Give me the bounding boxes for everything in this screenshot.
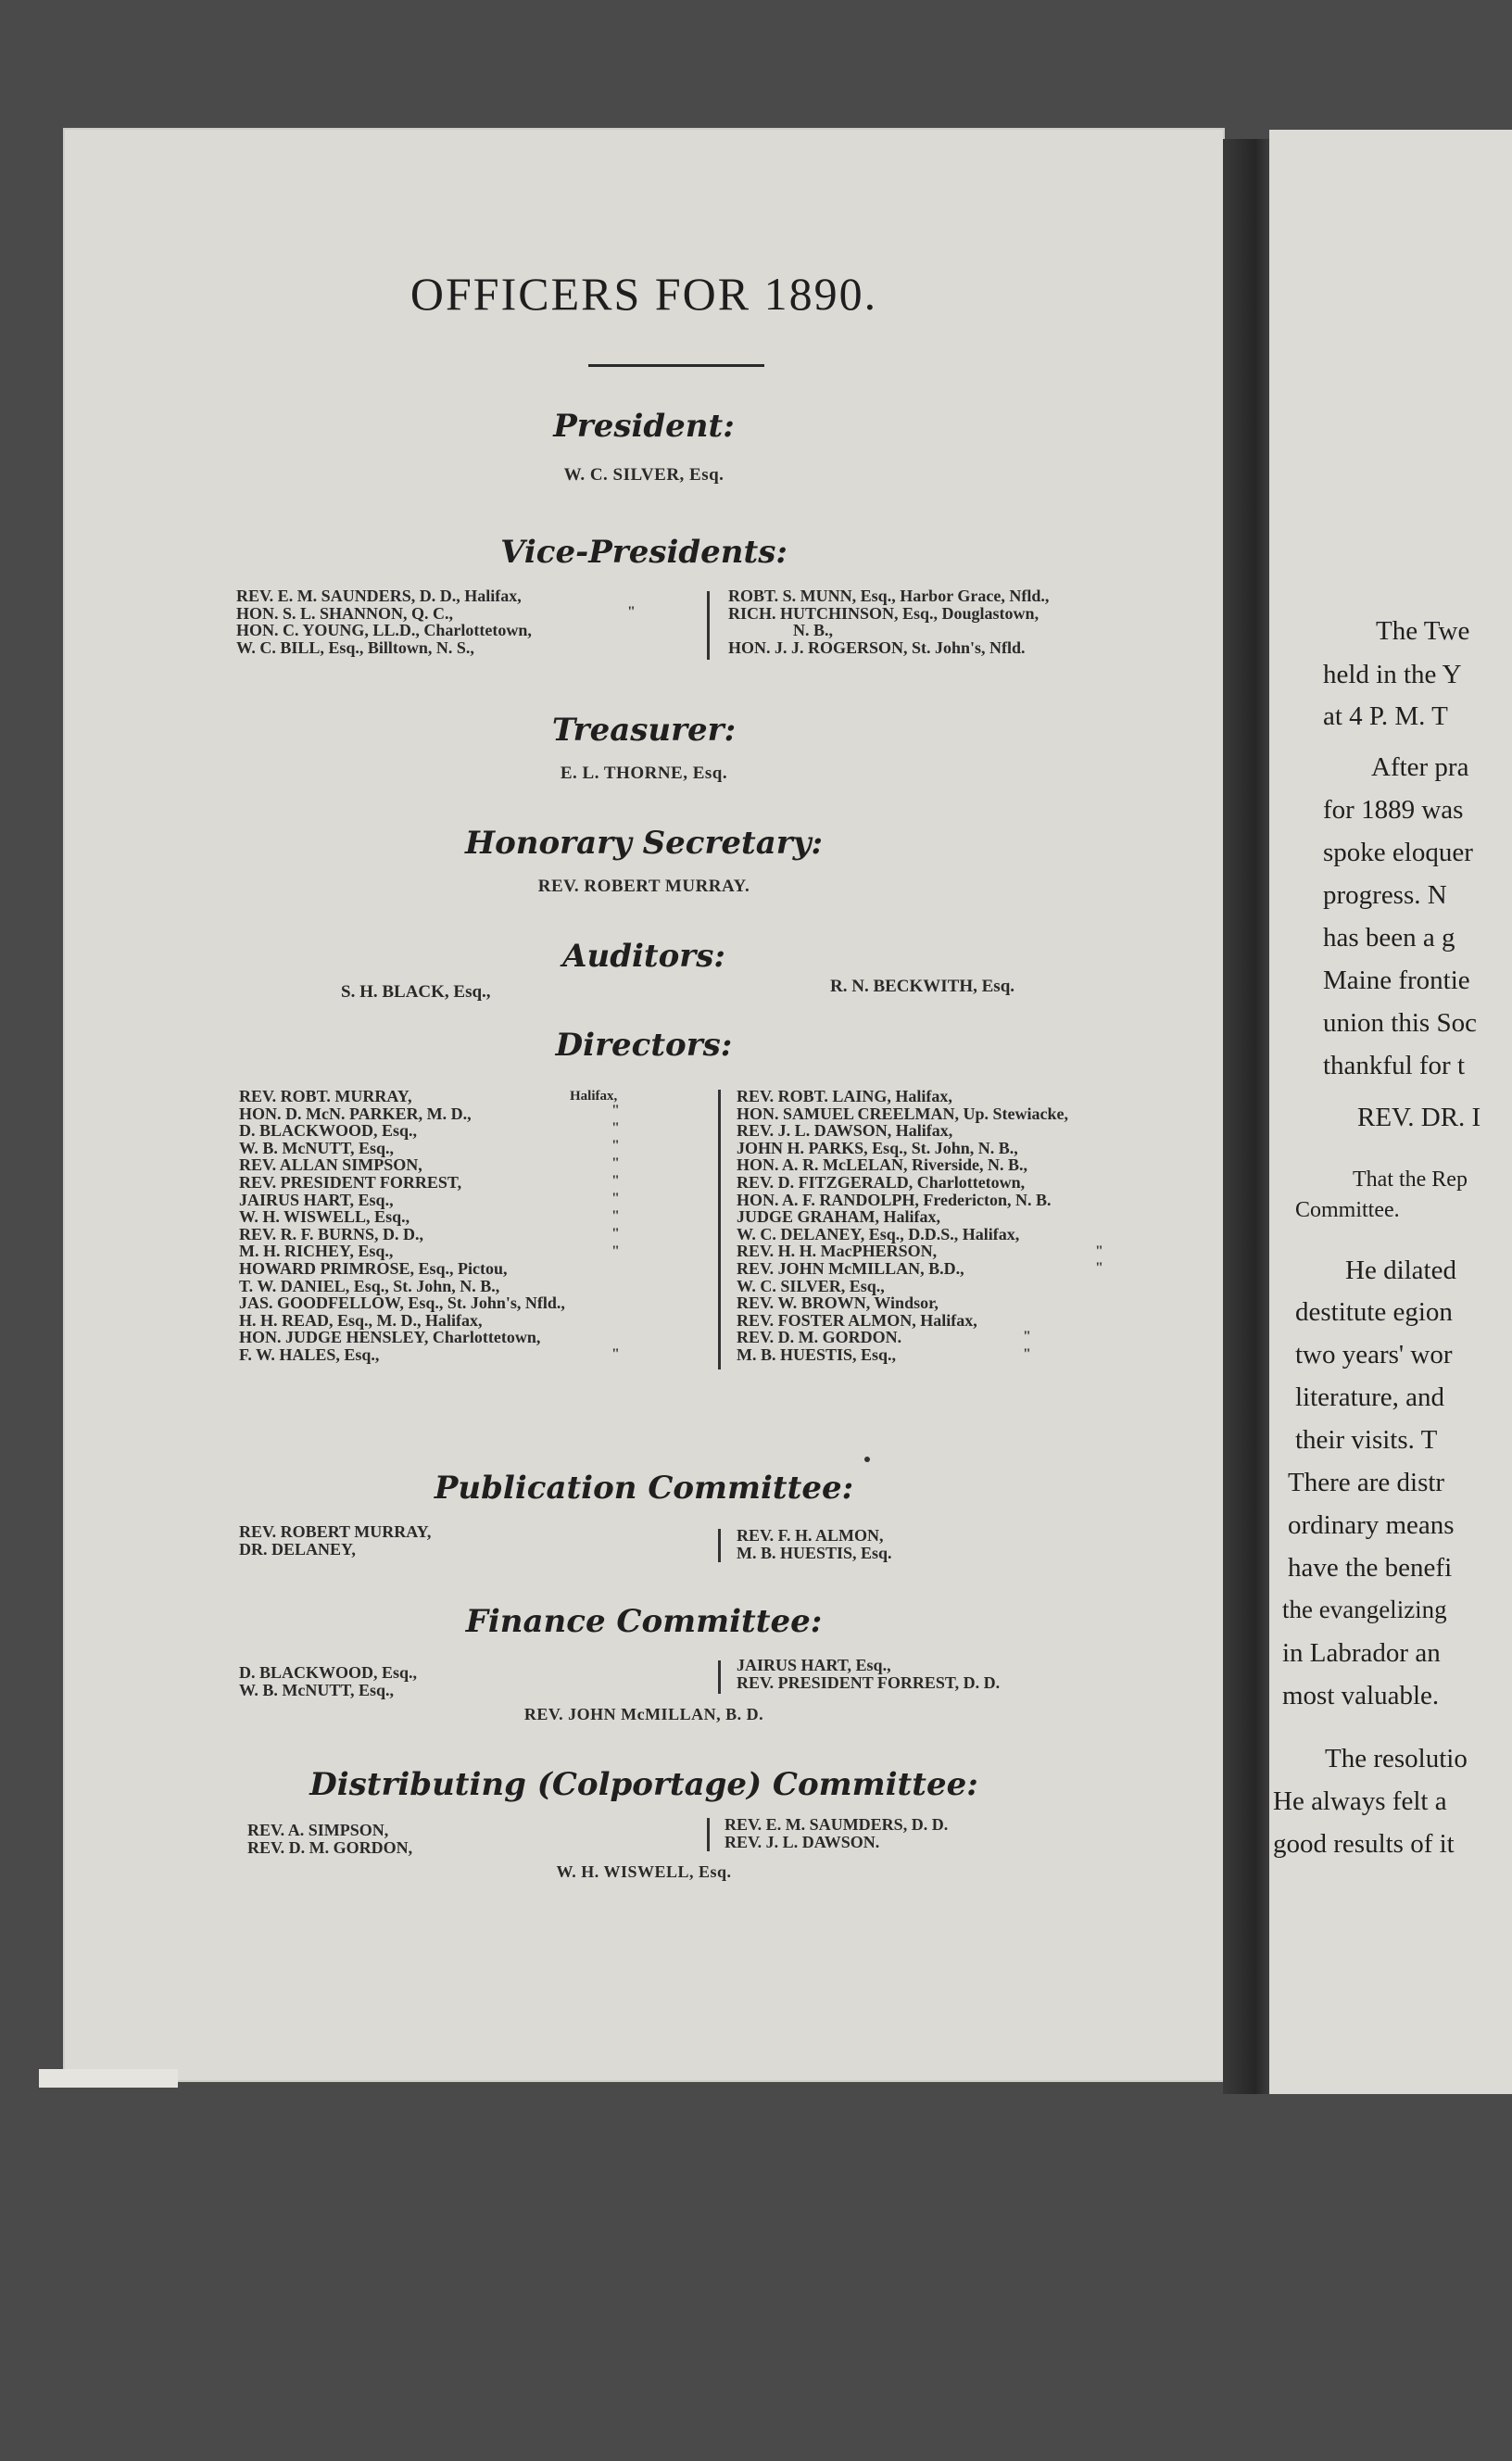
section-dot	[864, 1457, 870, 1462]
committee-member: REV. E. M. SAUMDERS, D. D.	[724, 1815, 949, 1834]
right-page-line: their visits. T	[1295, 1425, 1438, 1455]
ditto-mark: "	[611, 1120, 620, 1136]
director-entry: D. BLACKWOOD, Esq.,	[239, 1121, 418, 1141]
ditto-mark: "	[611, 1173, 620, 1189]
committee-member: REV. PRESIDENT FORREST, D. D.	[737, 1672, 1001, 1692]
column-divider	[707, 1818, 710, 1851]
honorary-secretary-name: REV. ROBERT MURRAY.	[537, 877, 750, 896]
director-entry: M. H. RICHEY, Esq.,	[239, 1242, 394, 1261]
director-entry: REV. ALLAN SIMPSON,	[239, 1155, 422, 1175]
directors-left	[239, 1088, 565, 1364]
director-entry: REV. PRESIDENT FORREST,	[239, 1172, 462, 1192]
publication-left	[239, 1523, 431, 1558]
right-page-line: There are distr	[1288, 1468, 1445, 1497]
committee-member: REV. D. M. GORDON,	[247, 1837, 413, 1857]
director-entry: HOWARD PRIMROSE, Esq., Pictou,	[239, 1258, 508, 1278]
vice-presidents-right	[728, 587, 1049, 656]
right-page	[1269, 130, 1512, 2094]
vice-presidents-left	[236, 587, 532, 656]
director-entry: JOHN H. PARKS, Esq., St. John, N. B.,	[737, 1138, 1018, 1157]
director-entry: JAS. GOODFELLOW, Esq., St. John's, Nfld.,	[239, 1294, 565, 1313]
right-page-line: destitute egion	[1295, 1297, 1453, 1327]
director-entry: W. C. DELANEY, Esq., D.D.S., Halifax,	[737, 1224, 1020, 1243]
right-page-line: good results of it	[1273, 1829, 1455, 1859]
ditto-mark: "	[1095, 1243, 1103, 1259]
ditto-mark: "	[611, 1138, 620, 1154]
right-page-line: thankful for t	[1323, 1051, 1466, 1080]
right-page-line: most valuable.	[1282, 1681, 1440, 1710]
directors-right	[737, 1088, 1068, 1364]
director-entry: REV. ROBT. MURRAY,	[239, 1087, 412, 1105]
distributing-committee-heading: Distributing (Colportage) Committee:	[309, 1766, 978, 1803]
ditto-mark: "	[611, 1155, 620, 1171]
right-page-line: progress. N	[1323, 880, 1447, 910]
honorary-secretary-heading: Honorary Secretary:	[464, 825, 824, 862]
page-title: OFFICERS FOR 1890.	[410, 268, 878, 320]
finance-committee-heading: Finance Committee:	[465, 1603, 823, 1640]
distributing-left	[247, 1822, 412, 1856]
vice-president-entry: RICH. HUTCHINSON, Esq., Douglastown,	[728, 603, 1040, 623]
director-entry: H. H. READ, Esq., M. D., Halifax,	[239, 1310, 483, 1330]
column-divider	[718, 1090, 721, 1369]
director-entry: REV. J. L. DAWSON, Halifax,	[737, 1121, 953, 1141]
vice-president-entry: N. B.,	[793, 621, 834, 640]
director-entry: JUDGE GRAHAM, Halifax,	[737, 1207, 940, 1227]
director-entry: W. B. McNUTT, Esq.,	[239, 1138, 395, 1157]
directors-heading: Directors:	[555, 1027, 733, 1064]
director-entry: REV. JOHN McMILLAN, B.D.,	[737, 1258, 964, 1278]
auditor-left: S. H. BLACK, Esq.,	[341, 982, 491, 1002]
president-heading: President:	[553, 408, 735, 445]
column-divider	[707, 591, 710, 660]
director-entry: REV. D. M. GORDON.	[737, 1328, 902, 1347]
director-entry: REV. H. H. MacPHERSON,	[737, 1242, 938, 1261]
distributing-bottom-member: W. H. WISWELL, Esq.	[556, 1862, 732, 1881]
ditto-mark: "	[627, 604, 636, 620]
auditors-heading: Auditors:	[562, 938, 725, 975]
column-divider	[718, 1529, 721, 1562]
director-entry: T. W. DANIEL, Esq., St. John, N. B.,	[239, 1276, 500, 1295]
director-entry: HON. A. R. McLELAN, Riverside, N. B.,	[737, 1155, 1027, 1175]
page-tab-strip	[39, 2069, 178, 2088]
finance-right	[737, 1657, 1000, 1691]
ditto-mark: "	[611, 1243, 620, 1259]
director-entry: HON. D. McN. PARKER, M. D.,	[239, 1104, 472, 1123]
director-entry: W. H. WISWELL, Esq.,	[239, 1207, 410, 1227]
ditto-mark: "	[611, 1226, 620, 1242]
right-page-line: Maine frontie	[1323, 965, 1470, 995]
right-page-line: held in the Y	[1323, 660, 1462, 689]
vice-president-entry: HON. C. YOUNG, LL.D., Charlottetown,	[236, 621, 532, 640]
director-entry: HON. SAMUEL CREELMAN, Up. Stewiacke,	[737, 1104, 1069, 1123]
left-page	[65, 130, 1223, 2080]
auditor-right: R. N. BECKWITH, Esq.	[830, 977, 1015, 996]
committee-member: REV. ROBERT MURRAY,	[239, 1522, 432, 1541]
finance-left	[239, 1664, 417, 1698]
right-page-line: literature, and	[1295, 1382, 1445, 1412]
director-entry: JAIRUS HART, Esq.,	[239, 1190, 394, 1209]
director-entry: REV. FOSTER ALMON, Halifax,	[737, 1310, 977, 1330]
publication-committee-heading: Publication Committee:	[434, 1470, 854, 1507]
director-entry: REV. D. FITZGERALD, Charlottetown,	[737, 1172, 1026, 1192]
committee-member: JAIRUS HART, Esq.,	[737, 1656, 891, 1674]
right-page-line: ordinary means	[1288, 1510, 1455, 1540]
president-name: W. C. SILVER, Esq.	[563, 465, 724, 485]
director-entry: REV. ROBT. LAING, Halifax,	[737, 1087, 952, 1105]
director-entry: HON. JUDGE HENSLEY, Charlottetown,	[239, 1328, 541, 1347]
committee-member: REV. J. L. DAWSON.	[724, 1832, 880, 1851]
committee-member: REV. F. H. ALMON,	[737, 1526, 884, 1545]
ditto-mark: "	[611, 1346, 620, 1362]
right-page-line: two years' wor	[1295, 1340, 1453, 1369]
ditto-mark: "	[1095, 1260, 1103, 1276]
director-entry: W. C. SILVER, Esq.,	[737, 1276, 885, 1295]
vice-president-entry: W. C. BILL, Esq., Billtown, N. S.,	[236, 637, 474, 657]
right-page-line: at 4 P. M. T	[1323, 701, 1448, 731]
right-page-line: has been a g	[1323, 923, 1455, 953]
director-entry: F. W. HALES, Esq.,	[239, 1344, 380, 1364]
treasurer-heading: Treasurer:	[551, 712, 737, 749]
right-page-line: REV. DR. I	[1357, 1103, 1481, 1132]
right-page-line: Committee.	[1295, 1198, 1400, 1222]
title-rule	[588, 364, 764, 367]
right-page-line: for 1889 was	[1323, 795, 1464, 825]
committee-member: D. BLACKWOOD, Esq.,	[239, 1663, 418, 1682]
treasurer-name: E. L. THORNE, Esq.	[560, 764, 728, 783]
ditto-mark: "	[611, 1191, 620, 1206]
right-page-line: The resolutio	[1325, 1744, 1468, 1773]
right-page-line: He always felt a	[1273, 1786, 1447, 1816]
vice-president-entry: ROBT. S. MUNN, Esq., Harbor Grace, Nfld.,	[728, 587, 1050, 605]
ditto-mark: "	[1023, 1329, 1031, 1344]
committee-member: DR. DELANEY,	[239, 1539, 356, 1559]
finance-bottom-member: REV. JOHN McMILLAN, B. D.	[523, 1705, 764, 1723]
right-page-line: That the Rep	[1353, 1167, 1468, 1192]
publication-right	[737, 1527, 892, 1561]
director-entry: M. B. HUESTIS, Esq.,	[737, 1344, 897, 1364]
column-divider	[718, 1660, 721, 1694]
right-page-line: in Labrador an	[1282, 1638, 1441, 1668]
vice-president-entry: HON. J. J. ROGERSON, St. John's, Nfld.	[728, 637, 1026, 657]
vice-presidents-heading: Vice-Presidents:	[500, 534, 788, 571]
directors-left-place: Halifax,	[570, 1089, 618, 1104]
right-page-line: He dilated	[1345, 1256, 1456, 1285]
vice-president-entry: REV. E. M. SAUNDERS, D. D., Halifax,	[236, 587, 522, 605]
director-entry: REV. R. F. BURNS, D. D.,	[239, 1224, 424, 1243]
right-page-line: the evangelizing	[1282, 1596, 1447, 1623]
right-page-text	[1269, 130, 1512, 2094]
right-page-line: union this Soc	[1323, 1008, 1477, 1038]
committee-member: M. B. HUESTIS, Esq.	[737, 1543, 892, 1562]
vice-president-entry: HON. S. L. SHANNON, Q. C.,	[236, 603, 454, 623]
ditto-mark: "	[611, 1208, 620, 1224]
committee-member: W. B. McNUTT, Esq.,	[239, 1680, 395, 1699]
ditto-mark: "	[1023, 1346, 1031, 1362]
committee-member: REV. A. SIMPSON,	[247, 1821, 389, 1839]
right-page-line: spoke eloquer	[1323, 838, 1473, 867]
director-entry: HON. A. F. RANDOLPH, Fredericton, N. B.	[737, 1190, 1052, 1209]
distributing-right	[724, 1816, 948, 1850]
ditto-mark: "	[611, 1103, 620, 1118]
director-entry: REV. W. BROWN, Windsor,	[737, 1294, 939, 1313]
right-page-line: After pra	[1371, 752, 1469, 782]
right-page-line: have the benefi	[1288, 1553, 1453, 1583]
right-page-line: The Twe	[1376, 616, 1470, 646]
